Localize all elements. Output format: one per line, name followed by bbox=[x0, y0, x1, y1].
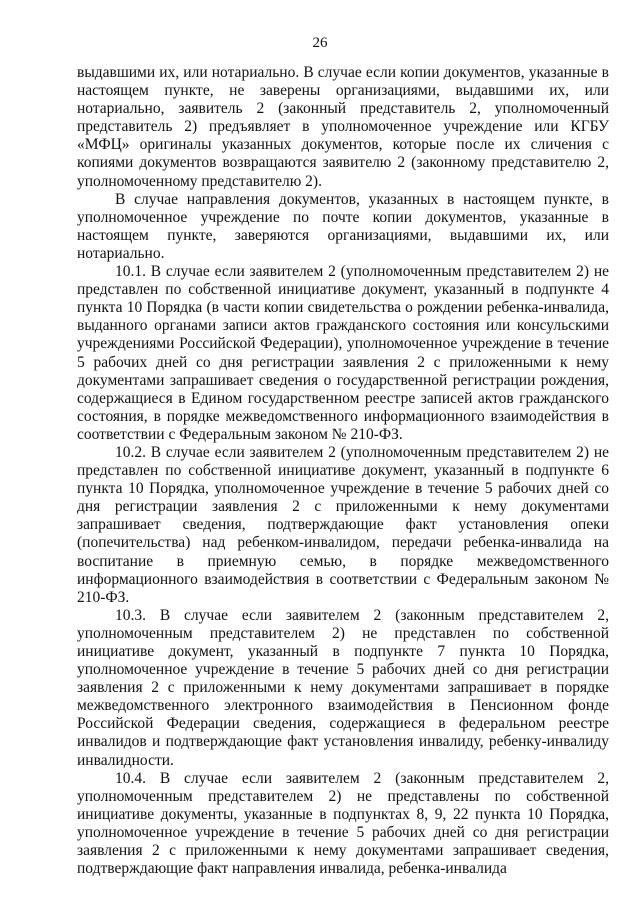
paragraph-10-2: 10.2. В случае если заявителем 2 (уполномоченным представителем 2) не представлен по собственной инициативе документ, указанный в подпункте 6 пункта 10 Порядка, уполномоченное учреждение в течение 5 рабочих дней со дня регистрации заявления 2 с приложенными к нему документами запрашивает сведения, подтверждающие факт установления опеки (попечительства) над ребенком-инвалидом, передачи ребенка-инвалида на воспитание в приемную семью, в порядке межведомственного информационного взаимодействия в соответствии с Федеральным законом № 210-ФЗ. bbox=[77, 443, 609, 606]
page-number: 26 bbox=[312, 35, 328, 51]
paragraph-10-3: 10.3. В случае если заявителем 2 (законным представителем 2, уполномоченным представителем 2) не представлен по собственной инициативе документ, указанный в подпункте 7 пункта 10 Порядка, уполномоченное учреждение в течение 5 рабочих дней со дня регистрации заявления 2 с приложенными к нему документами запрашивает в порядке межведомственного электронного взаимодействия в Пенсионном фонде Российской Федерации сведения, содержащиеся в федеральном реестре инвалидов и подтверждающие факт установления инвалиду, ребенку-инвалиду инвалидности. bbox=[77, 606, 609, 769]
paragraph-10-4: 10.4. В случае если заявителем 2 (законным представителем 2, уполномоченным представителем 2) не представлены по собственной инициативе документы, указанные в подпунктах 8, 9, 22 пункта 10 Порядка, уполномоченное учреждение в течение 5 рабочих дней со дня регистрации заявления 2 с приложенными к нему документами запрашивает сведения, подтверждающие факт направления инвалида, ребенка-инвалида bbox=[77, 769, 609, 878]
paragraph-postal-submission: В случае направления документов, указанных в настоящем пункте, в уполномоченное учреждение по почте копии документов, указанные в настоящем пункте, заверяются организациями, выдавшими их, или нотариально. bbox=[77, 190, 609, 262]
paragraph-continuation: выдавшими их, или нотариально. В случае если копии документов, указанные в настоящем пункте, не заверены организациями, выдавшими их, или нотариально, заявитель 2 (законный представитель 2, уполномоченный представитель 2) предъявляет в уполномоченное учреждение или КГБУ «МФЦ» оригиналы указанных документов, которые после их сличения с копиями документов возвращаются заявителю 2 (законному представителю 2, уполномоченному представителю 2). bbox=[77, 64, 609, 190]
document-body bbox=[77, 64, 609, 878]
paragraph-10-1: 10.1. В случае если заявителем 2 (уполномоченным представителем 2) не представлен по собственной инициативе документ, указанный в подпункте 4 пункта 10 Порядка (в части копии свидетельства о рождении ребенка-инвалида, выданного органами записи актов гражданского состояния или консульскими учреждениями Российской Федерации), уполномоченное учреждение в течение 5 рабочих дней со дня регистрации заявления 2 с приложенными к нему документами запрашивает сведения о государственной регистрации рождения, содержащиеся в Едином государственном реестре записей актов гражданского состояния, в порядке межведомственного информационного взаимодействия в соответствии с Федеральным законом № 210-ФЗ. bbox=[77, 263, 609, 443]
